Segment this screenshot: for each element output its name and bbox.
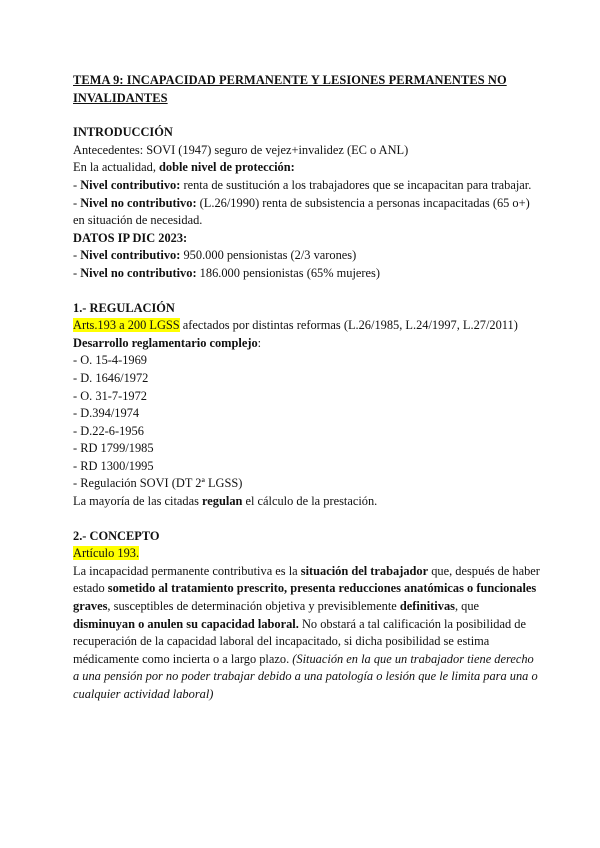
datos-heading: DATOS IP DIC 2023: bbox=[73, 230, 188, 245]
datos-no-contributivo: - Nivel no contributivo: 186.000 pensionistas (65% mujeres) bbox=[73, 265, 380, 280]
articulo-highlight: Artículo 193. bbox=[73, 546, 140, 561]
list-item: - O. 31-7-1972 bbox=[73, 388, 147, 403]
mayoria-regulan: La mayoría de las citadas regulan el cálculo de la prestación. bbox=[73, 494, 378, 509]
intro-nivel-no-contributivo: - Nivel no contributivo: (L.26/1990) renta de subsistencia a personas incapacitadas (65 o+) en situación de necesidad. bbox=[73, 195, 530, 228]
concepto-heading: 2.- CONCEPTO bbox=[73, 528, 160, 543]
regulacion-arts: Arts.193 a 200 LGSS afectados por distintas reformas (L.26/1985, L.24/1997, L.27/2011) bbox=[73, 318, 518, 333]
document-title: TEMA 9: INCAPACIDAD PERMANENTE Y LESIONES PERMANENTES NO INVALIDANTES bbox=[73, 73, 507, 105]
list-item: - D.22-6-1956 bbox=[73, 423, 144, 438]
normas-list bbox=[73, 352, 543, 493]
list-item: - D. 1646/1972 bbox=[73, 370, 149, 385]
list-item: - D.394/1974 bbox=[73, 406, 140, 421]
list-item: - RD 1799/1985 bbox=[73, 441, 154, 456]
articulo-ref bbox=[73, 545, 543, 563]
document-page bbox=[73, 72, 543, 704]
list-item: - Regulación SOVI (DT 2ª LGSS) bbox=[73, 476, 243, 491]
section-regulacion bbox=[73, 300, 543, 511]
intro-antecedentes: Antecedentes: SOVI (1947) seguro de vejez+invalidez (EC o ANL) bbox=[73, 142, 409, 157]
regulacion-heading: 1.- REGULACIÓN bbox=[73, 300, 175, 315]
intro-actualidad: En la actualidad, doble nivel de protección: bbox=[73, 160, 295, 175]
list-item: - RD 1300/1995 bbox=[73, 458, 154, 473]
section-introduccion bbox=[73, 124, 543, 282]
concepto-paragraph: La incapacidad permanente contributiva es la situación del trabajador que, después de haber estado sometido al tratamiento prescrito, presenta reducciones anatómicas o funcionales graves, susceptibles de determinación objetiva y previsiblemente definitivas, que disminuyan o anulen su capacidad laboral. No obstará a tal calificación la posibilidad de recuperación de la capacidad laboral del incapacitado, si dicha posibilidad se estima médicamente como incierta o a largo plazo. (Situación en la que un trabajador tiene derecho a una pensión por no poder trabajar debido a una patología o lesión que le limita para una o cualquier actividad laboral) bbox=[73, 563, 540, 701]
section-concepto bbox=[73, 528, 543, 704]
list-item: - O. 15-4-1969 bbox=[73, 353, 147, 368]
datos-contributivo: - Nivel contributivo: 950.000 pensionistas (2/3 varones) bbox=[73, 248, 357, 263]
desarrollo-reglamentario: Desarrollo reglamentario complejo: bbox=[73, 335, 262, 350]
arts-highlight: Arts.193 a 200 LGSS bbox=[73, 318, 180, 333]
intro-heading: INTRODUCCIÓN bbox=[73, 125, 173, 140]
intro-nivel-contributivo: - Nivel contributivo: renta de sustitución a los trabajadores que se incapacitan para trabajar. bbox=[73, 177, 532, 192]
